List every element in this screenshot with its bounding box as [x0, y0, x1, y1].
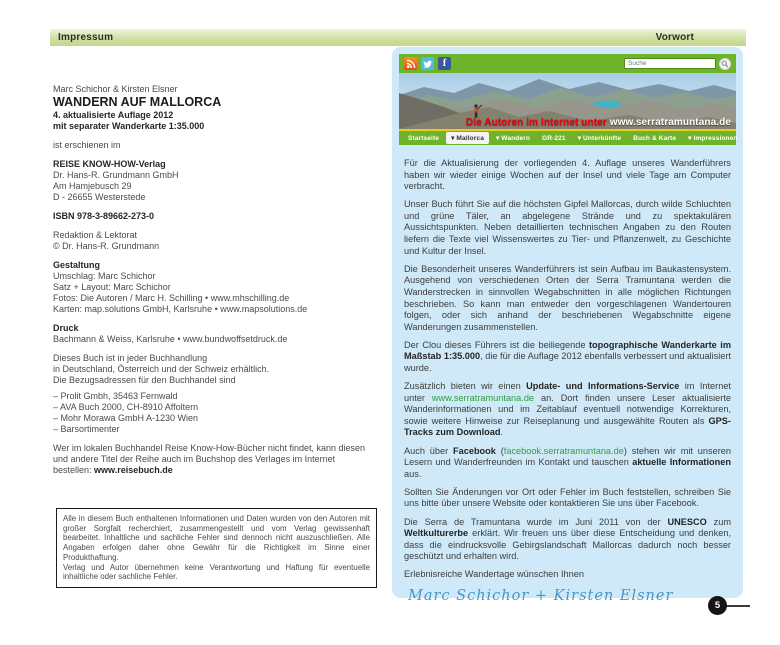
- text-run: Facebook: [453, 445, 496, 456]
- site-nav: [399, 129, 775, 145]
- nav-item-wandern[interactable]: ▾ Wandern: [495, 135, 530, 142]
- text-run: Wer im lokalen Buchhandel Reise Know-How-Bücher nicht findet, kann diesen und andere Titel der Reihe auch im Buchshop des Verlages im Internet bestellen:: [53, 443, 365, 475]
- imprint-column: [53, 84, 375, 484]
- text-run: .: [500, 427, 504, 438]
- text-link[interactable]: www.serratramuntana.de: [431, 392, 535, 403]
- text-run: Die Serra de Tramuntana wurde im Juni 2011 von der: [404, 516, 668, 527]
- text-run: aktuelle Informationen: [632, 457, 731, 468]
- text-run: (: [495, 445, 504, 456]
- editorial-label: Redaktion & Lektorat: [53, 230, 138, 240]
- text-run: Sollten Sie Änderungen vor Ort oder Fehler im Buch feststellen, schreiben Sie uns bitte über unsere Website oder kontaktieren Sie uns über Facebook.: [404, 486, 731, 509]
- nav-item-startseite[interactable]: Startseite: [408, 134, 440, 142]
- foreword-paragraph: [404, 569, 731, 581]
- disclaimer-paragraph-1: Alle in diesem Buch enthaltenen Informationen und Daten wurden von den Autoren mit großer Sorgfalt recherchiert, zusammengestellt und vom Verlag gewissenhaft bearbeitet. Inhaltliche und sachliche Fehler sind dennoch nicht auszuschließen. Alle Angaben erfolgen daher ohne Gewähr für die Richtigkeit im Sinne einer Produkthaftung.: [63, 514, 370, 562]
- distributor-line: – Prolit Gmbh, 35463 Fernwald: [53, 391, 178, 401]
- website-screenshot: [399, 54, 775, 145]
- publisher-address-line: Am Hamjebusch 29: [53, 181, 132, 191]
- disclaimer-paragraph-2: Verlag und Autor übernehmen keine Verantwortung und Haftung für eventuelle inhaltliche oder sachliche Fehler.: [63, 562, 370, 582]
- photo-caption-lead: Die Autoren im Internet unter: [465, 117, 610, 128]
- design-credit-line: Fotos: Die Autoren / Marc H. Schilling • www.mhschilling.de: [53, 293, 290, 303]
- published-in: ist erschienen im: [53, 140, 121, 150]
- website-url: www.serratramuntana.de: [609, 117, 731, 128]
- text-run: GPS-Tracks zum Download: [404, 415, 731, 438]
- nav-item-impressionen[interactable]: ▾ Impressionen: [688, 135, 738, 142]
- design-credits: [53, 271, 375, 315]
- text-run: topographische Wanderkarte im Maßstab 1:35.000: [404, 339, 731, 362]
- magnifier-icon: [721, 60, 729, 68]
- text-run: , die für die Auflage 2012 ebenfalls verbessert und aktualisiert wurde.: [404, 351, 731, 373]
- distributor-line: – Barsortimenter: [53, 424, 120, 434]
- imprint-authors: Marc Schichor & Kirsten Elsner: [53, 84, 178, 94]
- nav-item-unterkuenfte[interactable]: ▾ Unterkünfte: [577, 135, 622, 142]
- foreword-paragraphs: [392, 145, 743, 581]
- page-number-marker: [708, 596, 750, 616]
- mountain-panorama-photo: [399, 73, 736, 129]
- page-number-badge: 5: [708, 596, 727, 615]
- disclaimer-box: [56, 508, 377, 588]
- nav-item-kontakt[interactable]: Kontakt: [749, 134, 775, 142]
- page-header-bar: [50, 29, 746, 46]
- editorial-name: © Dr. Hans-R. Grundmann: [53, 241, 160, 251]
- rss-icon[interactable]: [404, 57, 417, 70]
- publisher-name: REISE KNOW-HOW-Verlag: [53, 159, 166, 169]
- foreword-paragraph: [404, 381, 731, 439]
- print-heading: Druck: [53, 323, 79, 333]
- text-run: UNESCO: [667, 516, 707, 527]
- photo-caption: [466, 117, 731, 128]
- availability: [53, 353, 375, 386]
- foreword-panel: [392, 47, 775, 604]
- text-run: Zusätzlich bieten wir einen: [404, 381, 527, 392]
- availability-line: Dieses Buch ist in jeder Buchhandlung: [53, 353, 208, 363]
- book-map-note: mit separater Wanderkarte 1:35.000: [53, 121, 205, 131]
- text-run: aus.: [404, 468, 422, 479]
- book-title: WANDERN AUF MALLORCA: [53, 95, 222, 109]
- search-button[interactable]: [719, 58, 731, 70]
- foreword-paragraph: [404, 446, 731, 481]
- distributor-line: – Mohr Morawa GmbH A-1230 Wien: [53, 413, 199, 423]
- design-credit-line: Umschlag: Marc Schichor: [53, 271, 156, 281]
- page-number-rule: [726, 605, 750, 607]
- foreword-paragraph: [404, 487, 731, 510]
- text-link[interactable]: facebook.serratramuntana.de: [503, 445, 624, 456]
- twitter-icon[interactable]: [421, 57, 434, 70]
- text-run: Update- und Informations-Service: [526, 381, 680, 392]
- text-run: im Internet unter: [404, 381, 731, 403]
- distributor-list: [53, 391, 375, 435]
- text-run: Der Clou dieses Führers ist die beiliegende: [404, 339, 589, 350]
- nav-item-mallorca[interactable]: ▾ Mallorca: [446, 132, 489, 144]
- text-run: ) stehen wir mit unseren Lesern und Wanderfreunden im Kontakt und tauschen: [404, 445, 731, 468]
- foreword-paragraph: [404, 340, 731, 375]
- isbn: ISBN 978-3-89662-273-0: [53, 211, 155, 221]
- text-run: Erlebnisreiche Wandertage wünschen Ihnen: [404, 569, 584, 580]
- text-run: Weltkulturerbe: [404, 528, 469, 539]
- book-edition: 4. aktualisierte Auflage 2012: [53, 110, 174, 120]
- header-impressum: Impressum: [58, 32, 114, 43]
- search-input[interactable]: [624, 58, 716, 69]
- order-info: [53, 443, 375, 476]
- foreword-paragraph: [404, 517, 731, 563]
- facebook-icon[interactable]: f: [438, 57, 451, 70]
- text-run: erklärt. Wir freuen uns über diese Entscheidung und denken, dass die eindrucksvolle Gebirgslandschaft Mallorcas dadurch noch besser geschützt und erhalten wird.: [404, 528, 731, 562]
- publisher-address-line: Dr. Hans-R. Grundmann GmbH: [53, 170, 179, 180]
- header-vorwort: Vorwort: [655, 32, 694, 43]
- design-credit-line: Satz + Layout: Marc Schichor: [53, 282, 171, 292]
- authors-signature: Marc Schichor + Kirsten Elsner: [408, 587, 674, 604]
- distributor-line: – AVA Buch 2000, CH-8910 Affoltern: [53, 402, 199, 412]
- website-toolbar: [399, 54, 736, 73]
- publisher-address: [53, 170, 375, 203]
- availability-line: in Deutschland, Österreich und der Schweiz erhältlich.: [53, 364, 270, 374]
- print-line: Bachmann & Weiss, Karlsruhe • www.bundwoffsetdruck.de: [53, 334, 288, 344]
- text-run: an. Dort finden unsere Leser aktualisierte Wanderinformationen und im Zeitablauf eventuell notwendige Korrekturen, sowie weitere Hinweise zur Reiseplanung und ausgewählte Routen als: [404, 392, 732, 426]
- text-run: Für die Aktualisierung der vorliegenden 4. Auflage unseres Wanderführers haben wir wieder einige Wochen auf der Insel und viele Tage am Computer verbracht.: [404, 158, 731, 192]
- text-run: Die Besonderheit unseres Wanderführers ist sein Aufbau im Baukastensystem. Ausgehend von verschiedenen Orten der Serra Tramuntana werden die Wanderstrecken in sinnvollen Wegabschnitten in alle möglichen Richtungen beschrieben. So kann man entweder den vorgeschlagenen Wandertouren folgen, oder sich anhand der beschriebenen Wegabschnitte eigene Wanderungen zusammenstellen.: [404, 263, 731, 332]
- foreword-paragraph: [404, 158, 731, 193]
- foreword-paragraph: [404, 199, 731, 257]
- text-run: www.reisebuch.de: [94, 465, 173, 475]
- text-run: zum: [706, 516, 731, 527]
- text-run: Unser Buch führt Sie auf die höchsten Gipfel Mallorcas, durch wilde Schluchten und grüne Täler, an abgelegene Strände und zu spektakulären Aussichtspunkten. Neben detaillierten technischen Angaben zu den Routen liefern die Texte viel Wissenswertes zu Tier- und Pflanzenwelt, zu Geschichte und Kultur der Insel.: [404, 199, 731, 256]
- publisher-address-line: D - 26655 Westerstede: [53, 192, 146, 202]
- foreword-paragraph: [404, 264, 731, 334]
- text-run: Auch über: [404, 445, 453, 456]
- nav-item-buch-karte[interactable]: Buch & Karte: [633, 134, 677, 142]
- nav-item-gr-221[interactable]: GR-221: [541, 134, 566, 142]
- design-credit-line: Karten: map.solutions GmbH, Karlsruhe • www.mapsolutions.de: [53, 304, 308, 314]
- design-heading: Gestaltung: [53, 260, 101, 270]
- availability-line: Die Bezugsadressen für den Buchhandel sind: [53, 375, 236, 385]
